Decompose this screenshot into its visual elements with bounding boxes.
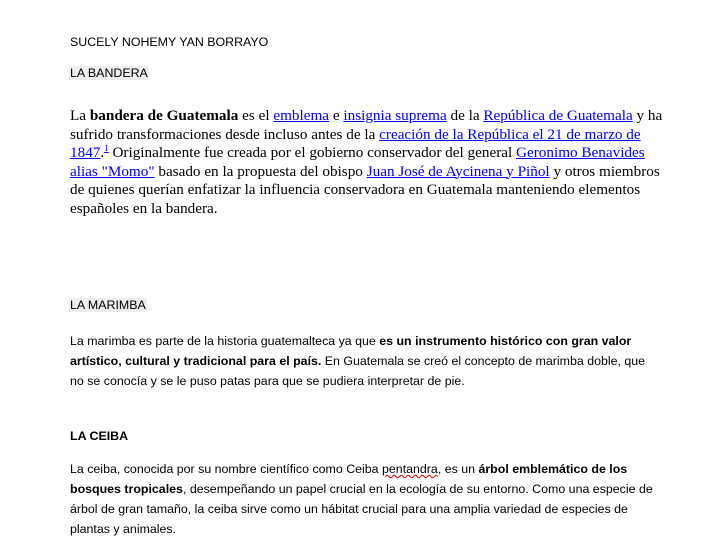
- text: y otros miembros de quienes querían enfatizar la influencia conservadora en Guatemala manteniendo elementos españoles en la bandera.: [70, 162, 660, 217]
- link-creacion-republica[interactable]: creación de la República el 21 de marzo de 1847: [70, 125, 641, 161]
- paragraph-marimba: [70, 331, 660, 391]
- text: es el: [238, 107, 274, 124]
- paragraph-bandera: [70, 107, 670, 218]
- author-name: SUCELY NOHEMY YAN BORRAYO: [70, 35, 269, 49]
- bold-text: árbol emblemático de los bosques tropicales: [70, 462, 628, 496]
- text: basado en la propuesta del obispo: [154, 162, 367, 180]
- paragraph-ceiba: [70, 459, 660, 539]
- text: e: [329, 107, 344, 124]
- link-emblema[interactable]: emblema: [273, 107, 330, 124]
- text: La: [70, 107, 90, 124]
- misspelled-word: pentandra: [382, 462, 438, 476]
- text: En Guatemala se creó el concepto de marimba doble, que no se conocía y se le puso patas para que se pudiera interpretar de pie.: [70, 354, 646, 388]
- heading-marimba: LA MARIMBA: [70, 298, 146, 312]
- link-juan-jose-de-aycinena[interactable]: Juan José de Aycinena y Piñol: [366, 162, 550, 180]
- heading-ceiba: LA CEIBA: [70, 429, 129, 443]
- bold-text: es un instrumento histórico con gran valor artístico, cultural y tradicional para el país.: [70, 334, 632, 368]
- link-republica-de-guatemala[interactable]: República de Guatemala: [483, 107, 633, 124]
- text: , desempeñando un papel crucial en la ecología de su entorno. Como una especie de árbol de gran tamaño, la ceiba sirve como un hábitat crucial para una amplia variedad de especies de plantas y animales.: [70, 482, 653, 536]
- text: y ha sufrido transformaciones desde incluso antes de la: [70, 107, 663, 143]
- footnote-reference[interactable]: 1: [104, 143, 109, 153]
- bold-text: bandera de Guatemala: [89, 107, 239, 124]
- text: , es un: [437, 462, 479, 476]
- text: La ceiba, conocida por su nombre científico como Ceiba: [70, 462, 383, 476]
- link-geronimo-benavides[interactable]: Geronimo Benavides alias "Momo": [70, 144, 645, 180]
- heading-bandera: LA BANDERA: [70, 66, 148, 80]
- text: La marimba es parte de la historia guatemalteca ya que: [70, 334, 380, 348]
- link-insignia-suprema[interactable]: insignia suprema: [343, 107, 447, 124]
- text: de la: [446, 107, 484, 124]
- text: Originalmente fue creada por el gobierno conservador del general: [108, 144, 517, 161]
- text: .: [100, 144, 105, 161]
